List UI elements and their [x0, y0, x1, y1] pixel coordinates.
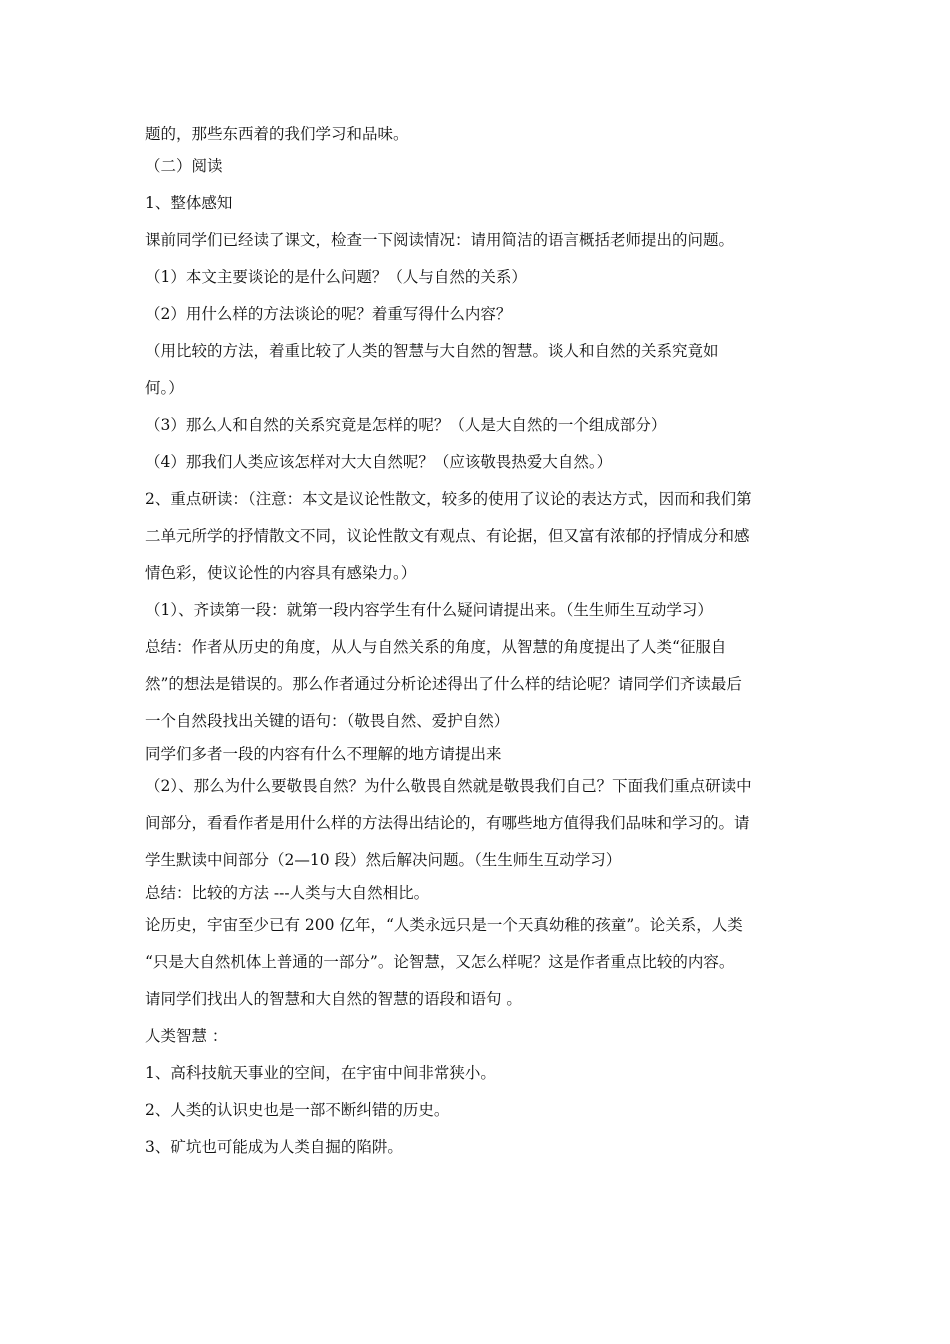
- summary-2: 总结：比较的方法 ---人类与大自然相比。: [145, 884, 430, 902]
- reading-step-2-line-1: （2）、那么为什么要敬畏自然？为什么敬畏自然就是敬畏我们自己？下面我们重点研读中: [145, 777, 752, 795]
- key-reading-line-2: 二单元所学的抒情散文不同，议论性散文有观点、有论据，但又富有浓郁的抒情成分和感: [145, 527, 750, 545]
- reading-step-2-line-3: 学生默读中间部分（2—10 段）然后解决问题。（生生师生互动学习）: [145, 851, 622, 869]
- key-reading-line-3: 情色彩，使议论性的内容具有感染力。）: [145, 564, 417, 582]
- section-heading-reading: （二）阅读: [145, 157, 223, 175]
- human-wisdom-item-2: 2、人类的认识史也是一部不断纠错的历史。: [145, 1101, 450, 1119]
- answer-2-line-2: 何。）: [145, 379, 184, 397]
- comparison-line-1: 论历史，宇宙至少已有 200 亿年，“人类永远只是一个天真幼稚的孩童”。论关系，人类: [145, 916, 743, 934]
- question-4: （4）那我们人类应该怎样对大大自然呢？（应该敬畏热爱大自然。）: [145, 453, 613, 471]
- document-body: [145, 120, 810, 1166]
- text-line-18: 同学们多者一段的内容有什么不理解的地方请提出来: [145, 745, 502, 763]
- summary-1-line-3: 一个自然段找出关键的语句：（敬畏自然、爱护自然）: [145, 712, 510, 730]
- summary-1-line-2: 然”的想法是错误的。那么作者通过分析论述得出了什么样的结论呢？请同学们齐读最后: [145, 675, 742, 693]
- subheading-overall-perception: 1、整体感知: [145, 194, 233, 212]
- question-3: （3）那么人和自然的关系究竟是怎样的呢？（人是大自然的一个组成部分）: [145, 416, 667, 434]
- human-wisdom-item-3: 3、矿坑也可能成为人类自掘的陷阱。: [145, 1138, 403, 1156]
- comparison-line-2: “只是大自然机体上普通的一部分”。论智慧，又怎么样呢？这是作者重点比较的内容。: [145, 953, 735, 971]
- reading-step-2-line-2: 间部分，看看作者是用什么样的方法得出结论的，有哪些地方值得我们品味和学习的。请: [145, 814, 750, 832]
- answer-2-line-1: （用比较的方法，着重比较了人类的智慧与大自然的智慧。谈人和自然的关系究竟如: [145, 342, 719, 360]
- summary-1-line-1: 总结：作者从历史的角度，从人与自然关系的角度，从智慧的角度提出了人类“征服自: [145, 638, 727, 656]
- comparison-line-3: 请同学们找出人的智慧和大自然的智慧的语段和语句 。: [145, 990, 522, 1008]
- reading-step-1: （1）、齐读第一段：就第一段内容学生有什么疑问请提出来。（生生师生互动学习）: [145, 601, 713, 619]
- human-wisdom-heading: 人类智慧 ：: [145, 1027, 228, 1045]
- question-2: （2）用什么样的方法谈论的呢？着重写得什么内容？: [145, 305, 512, 323]
- human-wisdom-item-1: 1、高科技航天事业的空间，在宇宙中间非常狭小。: [145, 1064, 496, 1082]
- text-line-1: 题的，那些东西着的我们学习和品味。: [145, 125, 409, 143]
- subheading-key-reading: 2、重点研读：（注意：本文是议论性散文，较多的使用了议论的表达方式，因而和我们第: [145, 490, 752, 508]
- question-1: （1）本文主要谈论的是什么问题？（人与自然的关系）: [145, 268, 527, 286]
- text-line-4: 课前同学们已经读了课文，检查一下阅读情况：请用简洁的语言概括老师提出的问题。: [145, 231, 735, 249]
